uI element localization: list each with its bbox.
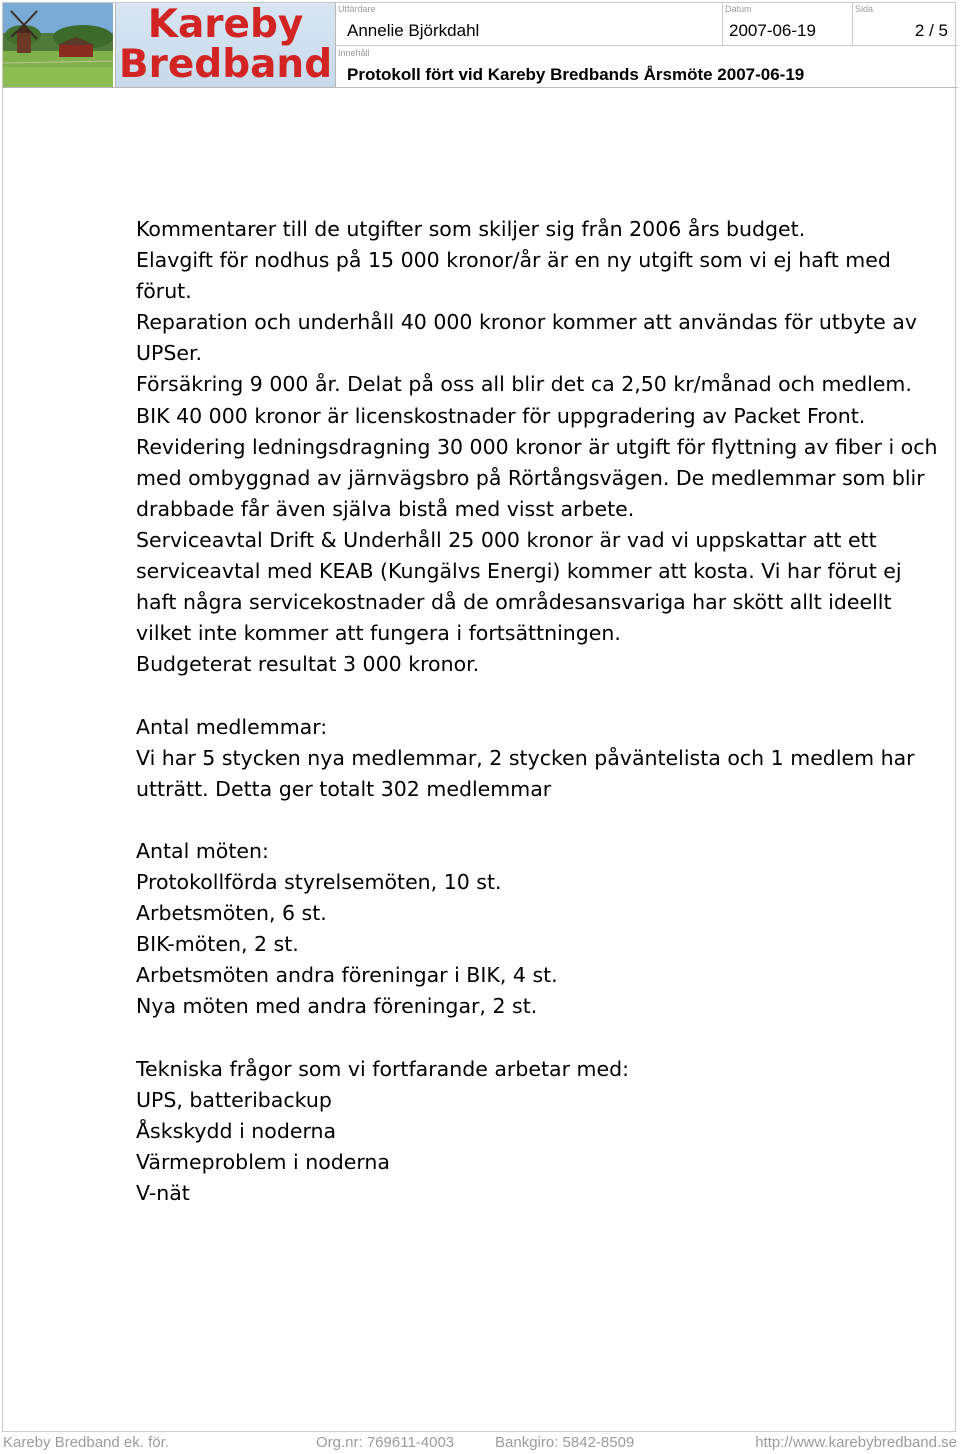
paragraph-gap xyxy=(136,680,946,711)
paragraph-gap xyxy=(136,1022,946,1053)
budget-comment: Elavgift för nodhus på 15 000 kronor/år är en ny utgift som vi ej haft med förut. xyxy=(136,248,891,304)
meeting-item: Nya möten med andra föreningar, 2 st. xyxy=(136,994,538,1019)
page-label: Sida xyxy=(855,4,874,14)
author-value: Annelie Björkdahl xyxy=(347,21,480,40)
page-number: 2 / 5 xyxy=(914,21,948,40)
members-text: Vi har 5 stycken nya medlemmar, 2 stycken påväntelista och 1 medlem har utträtt. Detta ger totalt 302 medlemmar xyxy=(136,745,915,801)
date-label: Datum xyxy=(725,4,752,14)
header-photo xyxy=(3,3,113,87)
budget-comment: Revidering ledningsdragning 30 000 kronor är utgift för flyttning av fiber i och med ombyggnad av järnvägsbro på Rörtångsvägen. De medlemmar som blir drabbade får även själva bistå med visst arbete. xyxy=(136,434,938,521)
document-header xyxy=(2,2,958,88)
document-footer xyxy=(0,1434,960,1454)
tech-item: Åskskydd i noderna xyxy=(136,1118,337,1143)
budget-comment: Försäkring 9 000 år. Delat på oss all blir det ca 2,50 kr/månad och medlem. xyxy=(136,372,912,397)
meeting-item: BIK-möten, 2 st. xyxy=(136,932,299,957)
header-author-cell xyxy=(336,2,722,46)
budget-comment: BIK 40 000 kronor är licenskostnader för uppgradering av Packet Front. xyxy=(136,403,866,428)
company-logo xyxy=(115,3,336,87)
header-content-cell xyxy=(336,46,958,88)
logo-text-line2: Bredband xyxy=(118,42,333,87)
tech-item: V-nät xyxy=(136,1180,190,1205)
budget-comment: Reparation och underhåll 40 000 kronor kommer att användas för utbyte av UPSer. xyxy=(136,310,917,366)
farm-landscape-image xyxy=(3,3,113,87)
paragraph-gap xyxy=(136,805,946,836)
document-body xyxy=(136,214,946,1209)
meetings-heading: Antal möten: xyxy=(136,838,269,863)
tech-item: Värmeproblem i noderna xyxy=(136,1149,390,1174)
header-page-cell xyxy=(852,2,958,46)
content-label: Innehåll xyxy=(338,48,370,58)
tech-heading: Tekniska frågor som vi fortfarande arbetar med: xyxy=(136,1056,630,1081)
author-label: Utfärdare xyxy=(338,4,376,14)
tech-item: UPS, batteribackup xyxy=(136,1087,332,1112)
date-value: 2007-06-19 xyxy=(729,21,816,40)
footer-company-name: Kareby Bredband ek. för. xyxy=(3,1434,169,1451)
meeting-item: Arbetsmöten andra föreningar i BIK, 4 st. xyxy=(136,963,558,988)
document-title: Protokoll fört vid Kareby Bredbands Årsmöte 2007-06-19 xyxy=(347,65,805,84)
meeting-item: Arbetsmöten, 6 st. xyxy=(136,901,327,926)
footer-bankgiro: Bankgiro: 5842-8509 xyxy=(495,1434,635,1451)
members-heading: Antal medlemmar: xyxy=(136,714,328,739)
footer-org-number: Org.nr: 769611-4003 xyxy=(316,1434,455,1451)
budget-comment: Serviceavtal Drift & Underhåll 25 000 kronor är vad vi uppskattar att ett serviceavtal med KEAB (Kungälvs Energi) kommer att kosta. Vi har förut ej haft några servicekostnader då de områdesansvariga har skött allt ideellt vilket inte kommer att fungera i fortsättningen. xyxy=(136,527,902,646)
budget-result: Budgeterat resultat 3 000 kronor. xyxy=(136,652,480,677)
budget-comment: Kommentarer till de utgifter som skiljer sig från 2006 års budget. xyxy=(136,217,806,241)
meeting-item: Protokollförda styrelsemöten, 10 st. xyxy=(136,869,502,894)
footer-website-link[interactable]: http://www.karebybredband.se xyxy=(755,1434,957,1451)
logo-text-line1: Kareby xyxy=(147,2,304,47)
header-date-cell xyxy=(722,2,852,46)
